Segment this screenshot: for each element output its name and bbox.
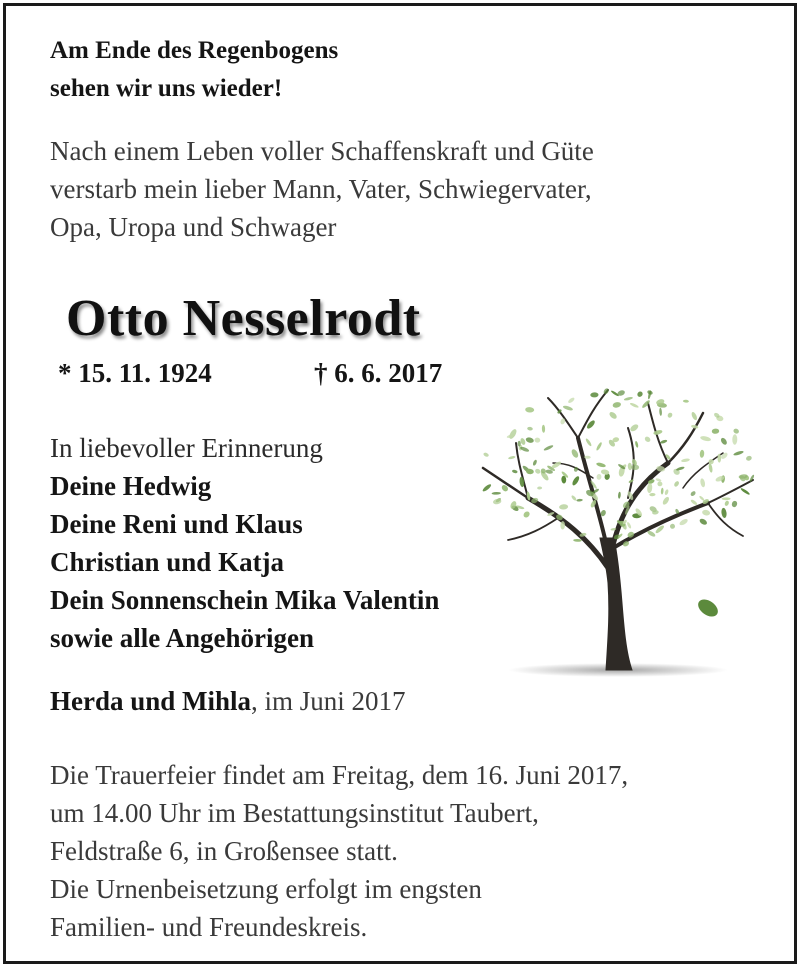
remembrance-line: In liebevoller Erinnerung xyxy=(50,433,323,463)
leaf xyxy=(722,497,731,500)
leaf xyxy=(595,442,602,452)
service-info xyxy=(50,756,628,946)
leaf xyxy=(702,509,711,516)
leaf xyxy=(573,539,582,542)
leaf xyxy=(525,437,534,444)
intro-line-2: verstarb mein lieber Mann, Vater, Schwiegervater, xyxy=(50,174,592,204)
leaf xyxy=(542,425,545,433)
leaf xyxy=(534,468,541,475)
leaf xyxy=(681,458,690,463)
place-date: , im Juni 2017 xyxy=(251,686,406,716)
birth-date: * 15. 11. 1924 xyxy=(58,358,212,388)
leaf xyxy=(636,390,643,398)
motto-line-2: sehen wir uns wieder! xyxy=(50,75,283,102)
leaf xyxy=(596,474,601,480)
leaf xyxy=(626,522,632,530)
leaf xyxy=(659,408,662,416)
leaf xyxy=(720,451,729,460)
obituary-frame xyxy=(3,3,797,964)
leaf xyxy=(534,437,540,442)
leaf xyxy=(740,487,751,495)
intro-text xyxy=(50,132,594,246)
leaf xyxy=(512,469,518,473)
leaf xyxy=(571,495,577,502)
leaf xyxy=(629,402,639,408)
leaf xyxy=(712,428,720,434)
family-member: Dein Sonnenschein Mika Valentin xyxy=(50,585,440,615)
leaf xyxy=(678,518,688,527)
leaf xyxy=(673,480,680,487)
leaf xyxy=(537,486,542,489)
leaf xyxy=(576,499,583,502)
leaf xyxy=(631,465,639,470)
leaf xyxy=(647,483,653,493)
leaf xyxy=(612,401,621,408)
leaf xyxy=(608,411,618,420)
life-dates xyxy=(58,358,443,389)
leaf xyxy=(585,438,593,447)
leaf xyxy=(649,493,655,497)
leaf xyxy=(664,489,669,496)
tree-illustration xyxy=(468,368,768,688)
place-location: Herda und Mihla xyxy=(50,686,252,716)
leaf xyxy=(570,448,579,459)
leaf xyxy=(624,396,634,401)
leaf xyxy=(527,426,533,431)
leaf xyxy=(732,434,737,444)
leaf xyxy=(492,492,501,495)
leaf xyxy=(644,436,652,444)
motto-line-1: Am Ende des Regenbogens xyxy=(50,37,339,64)
leaf xyxy=(559,504,568,510)
leaf xyxy=(718,454,722,463)
leaf xyxy=(567,397,575,404)
leaf xyxy=(635,441,639,448)
leaf xyxy=(483,452,490,458)
leaf xyxy=(708,463,713,473)
family-member: Christian und Katja xyxy=(50,547,285,577)
leaf xyxy=(543,444,554,451)
leaf xyxy=(629,423,639,433)
leaf xyxy=(690,411,698,421)
leaf xyxy=(660,439,668,444)
leaf xyxy=(699,517,708,525)
leaf xyxy=(571,475,580,486)
service-line-2: um 14.00 Uhr im Bestattungsinstitut Taubert, xyxy=(50,798,539,828)
intro-line-1: Nach einem Leben voller Schaffenskraft und Güte xyxy=(50,136,594,166)
leaf xyxy=(657,481,662,486)
leaf xyxy=(508,428,518,440)
family-member: sowie alle Angehörigen xyxy=(50,623,314,653)
leaf xyxy=(721,508,727,519)
intro-line-3: Opa, Uropa und Schwager xyxy=(50,212,337,242)
leaf xyxy=(525,407,534,413)
leaf xyxy=(661,488,664,495)
leaf xyxy=(720,437,728,446)
leaf xyxy=(733,450,744,456)
leaf xyxy=(690,499,698,506)
family-member: Deine Reni und Klaus xyxy=(50,509,303,539)
leaf xyxy=(655,478,662,482)
leaf xyxy=(699,450,704,458)
leaf xyxy=(596,462,606,468)
death-date: † 6. 6. 2017 xyxy=(314,358,443,388)
leaf xyxy=(590,392,598,397)
leaf xyxy=(724,500,730,507)
motto xyxy=(50,32,338,108)
service-line-1: Die Trauerfeier findet am Freitag, dem 16. Juni 2017, xyxy=(50,760,629,790)
leaf xyxy=(733,428,740,435)
falling-leaf xyxy=(695,596,721,620)
service-line-3: Feldstraße 6, in Großensee statt. xyxy=(50,836,398,866)
leaf xyxy=(522,510,531,518)
leaf xyxy=(667,412,674,419)
service-line-5: Familien- und Freundeskreis. xyxy=(50,912,368,942)
leaf xyxy=(562,405,573,412)
leaf xyxy=(518,441,521,447)
family-member: Deine Hedwig xyxy=(50,471,212,501)
leaf xyxy=(532,459,537,466)
leaf xyxy=(690,490,697,497)
leaf xyxy=(618,492,621,499)
leaf xyxy=(683,400,689,403)
place-date-line xyxy=(50,682,406,720)
leaf xyxy=(700,435,712,442)
leaf xyxy=(508,455,516,459)
family-section xyxy=(50,429,439,657)
deceased-name: Otto Nesselrodt xyxy=(66,290,421,347)
leaf xyxy=(700,478,706,488)
leaf xyxy=(745,455,752,461)
service-line-4: Die Urnenbeisetzung erfolgt im engsten xyxy=(50,874,482,904)
leaf xyxy=(669,523,676,530)
leaf xyxy=(662,496,671,506)
leaf xyxy=(482,483,492,492)
leaf xyxy=(731,500,738,508)
